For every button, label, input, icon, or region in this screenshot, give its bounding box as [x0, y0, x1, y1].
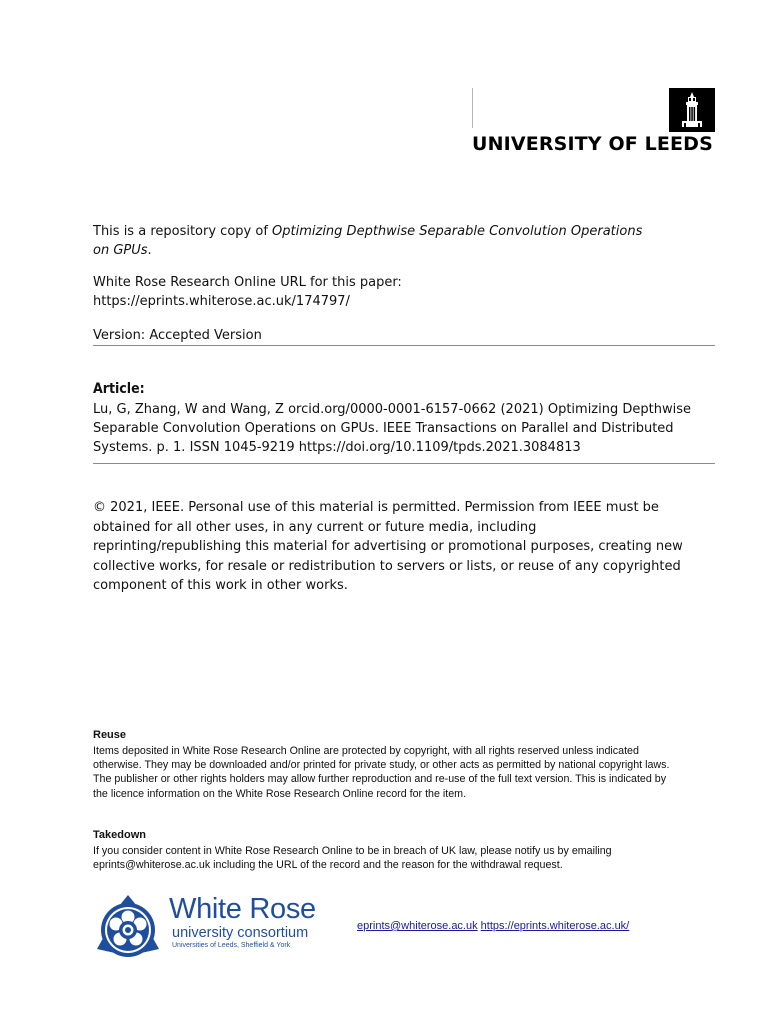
- article-citation: Lu, G, Zhang, W and Wang, Z orcid.org/0000-0001-6157-0662 (2021) Optimizing Depthwise Separable Convolution Operations on GPUs. IEEE Transactions on Parallel and Distributed Systems. p. 1. ISSN 1045-9219 https://doi.org/10.1109/tpds.2021.3084813: [93, 402, 691, 455]
- university-of-leeds-logo: [472, 86, 716, 156]
- white-rose-title: White Rose: [169, 893, 316, 925]
- takedown-heading: Takedown: [93, 829, 146, 841]
- article-heading: Article:: [93, 381, 145, 397]
- divider: [93, 345, 715, 346]
- paper-title: Optimizing Depthwise Separable Convolution Operations on GPUs: [93, 224, 643, 258]
- white-rose-universities: Universities of Leeds, Sheffield & York: [172, 942, 291, 949]
- divider: [93, 463, 715, 464]
- url-block: [93, 273, 653, 311]
- repository-copy-statement: [93, 222, 653, 260]
- logo-divider: [472, 88, 473, 128]
- white-rose-logo: [93, 893, 315, 963]
- version-label: Version: Accepted Version: [93, 328, 262, 343]
- paper-title-end: .: [147, 243, 152, 258]
- website-link[interactable]: https://eprints.whiterose.ac.uk/: [480, 920, 630, 932]
- paper-url[interactable]: https://eprints.whiterose.ac.uk/174797/: [93, 294, 350, 309]
- parkinson-tower-icon: [669, 88, 715, 132]
- email-link[interactable]: eprints@whiterose.ac.uk: [357, 920, 478, 932]
- university-name: UNIVERSITY OF LEEDS: [472, 133, 713, 155]
- white-rose-emblem-icon: [93, 893, 163, 961]
- takedown-text: If you consider content in White Rose Research Online to be in breach of UK law, please notify us by emailing eprints@whiterose.ac.uk including the URL of the record and the reason for the withdrawal request.: [93, 845, 612, 872]
- reuse-text: Items deposited in White Rose Research Online are protected by copyright, with all rights reserved unless indicated otherwise. They may be downloaded and/or printed for private study, or other acts as permitted by national copyright laws. The publisher or other rights holders may allow further reproduction and re-use of the full text version. This is indicated by the licence information on the White Rose Research Online record for the item.: [93, 745, 670, 800]
- repository-intro: This is a repository copy of: [93, 224, 273, 239]
- white-rose-subtitle: university consortium: [172, 925, 309, 941]
- copyright-notice: © 2021, IEEE. Personal use of this material is permitted. Permission from IEEE must be obtained for all other uses, in any current or future media, including reprinting/republishing this material for advertising or promotional purposes, creating new collective works, for resale or redistribution to servers or lists, or reuse of any copyrighted component of this work in other works.: [93, 500, 683, 593]
- reuse-heading: Reuse: [93, 729, 127, 741]
- url-label: White Rose Research Online URL for this paper:: [93, 275, 402, 290]
- contact-links: [357, 920, 629, 932]
